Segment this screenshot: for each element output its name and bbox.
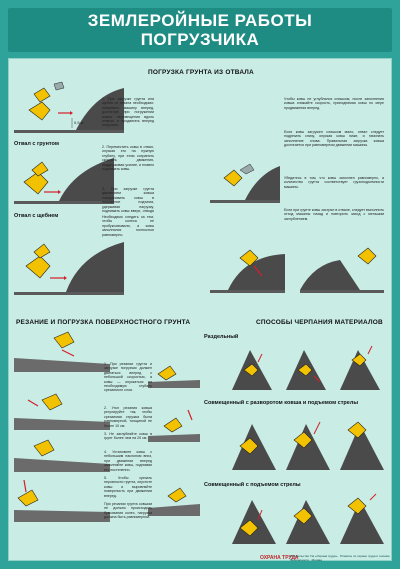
publisher-info: Издательство УЦ «Охрана труда» · Плакаты по охране труда и технике безопасности · Москва [290,555,390,562]
pile-paragraph-6: Если ковш загружен слишком мало, отвал следует подрезать снизу, опуская ковш ниже, и начинать заполнение снова. Правильная загрузка ковша достигается при равномерном движении машины. [284,130,384,148]
arrow-icon [188,410,192,420]
method-combined-lift-label: Совмещенный с подъемом стрелы [204,482,301,488]
poster-header [8,8,392,52]
title-line-2: ПОГРУЗЧИКА [140,30,260,49]
arrow-icon [28,400,38,406]
cutting-step-3 [14,440,110,472]
pile-paragraph-1: 1. При загрузке грунта или щебня из отвала необходимо: направить машину вперед, достигнув при погружении ковша перемещения вдоль отвала, и продвигать вперед погрузчик. [102,97,154,128]
pile-paragraph-5: Чтобы ковш не углублялся слишком, после заполнения ковша снижайте скорость, приподнимая ковш по мере продвижения вперед. [284,97,384,110]
method-separate-frame-2 [286,350,326,390]
arrow-icon [368,346,372,354]
cutting-paragraph-1: 1. При резании грунта и загрузке погрузчик должен двигаться вперед с небольшой скоростью, а ковш — опускаться на необходимую глубину срезаемого слоя. [104,362,152,393]
pile-paragraph-7: Убедитесь в том, что ковш заполнен равномерно, а количество грунта соответствует грузоподъемности машины. [284,176,384,189]
loader-icon [158,366,176,380]
method-separate-illustrations [232,340,388,396]
loader-icon [224,164,254,186]
pile-step-illustration-3 [300,236,384,298]
label-rubble-pile: Отвал с щебнем [14,213,59,219]
method-combined-turn-label: Совмещенный с разворотом ковша и подъемом стрелы [204,400,359,406]
cutting-step-1 [14,332,110,372]
cutting-paragraph-6: При резании грунта ковшом не должно происходить буксования колес, нагрузка должна быть равномерной. [104,502,152,520]
method-combined-lift-frame-1 [232,500,276,544]
dimension-label: 0,5 м [74,120,84,125]
method-combined-lift-illustrations [232,490,388,548]
loader-icon [29,82,64,120]
pile-step-illustration-2 [210,238,285,298]
arrow-icon [24,480,26,492]
rubble-pile-illustration [14,226,124,300]
method-combined-turn-frame-3 [340,422,384,470]
cutting-illustrations [14,330,110,526]
arrow-icon [370,494,376,500]
cutting-side-illustrations [148,340,200,520]
cutting-step-4 [14,480,110,522]
method-combined-lift-frame-3 [340,494,384,544]
title-line-1: ЗЕМЛЕРОЙНЫЕ РАБОТЫ [87,11,313,30]
loader-icon [168,488,186,502]
cutting-paragraph-5: 5. Чтобы срезать неровности грунта, опустите ковш и выровняйте поверхность при движении вперед. [104,476,152,498]
section-pile-title: ПОГРУЗКА ГРУНТА ИЗ ОТВАЛА [148,69,254,76]
pile-paragraph-8: Если при грунте ковш застрял в отвале, следует выполнить отход машины назад и повторить заход с меньшим заглублением. [284,208,384,221]
publisher-logo: ОХРАНА ТРУДА [260,555,299,561]
cutting-step-2 [14,394,110,430]
method-combined-turn-frame-2 [286,422,330,470]
loader-icon [24,162,48,194]
method-separate-frame-1 [232,350,272,390]
arrow-icon [62,350,74,356]
arrow-icon [314,422,320,434]
method-combined-turn-illustrations [232,410,388,476]
method-separate-label: Раздельный [204,334,239,340]
method-separate-frame-3 [340,346,380,390]
cutting-paragraph-4: 4. Установите ковш с небольшим наклоном вниз, при движении вперед заполняйте ковш, поднимая его постепенно. [104,450,152,472]
section-cutting-title: РЕЗАНИЕ И ПОГРУЗКА ПОВЕРХНОСТНОГО ГРУНТА [16,319,191,326]
pile-paragraph-3: 3. При загрузке грунта движением ковша поворачивать ковш в положение подъема, удерживая нагрузку, поднимать ковш вверх, отводя [102,187,154,213]
loader-icon [358,248,376,264]
method-combined-turn-frame-1 [232,424,276,470]
pile-step-illustration-1 [210,152,280,208]
cutting-paragraph-2: 2. Угол резания ковша регулируйте так, чтобы срезаемая стружка была равномерной, толщиной не более 10 см. [104,406,152,428]
loader-icon [26,244,50,278]
pile-shape [66,242,124,292]
cutting-paragraph-3: 3. Не заглубляйте ковш в грунт более чем на 20 см. [104,432,152,441]
loader-icon [164,418,182,432]
pile-paragraph-2: 2. Переместить ковш в отвал, опуская его на нужную глубину, при этом сохранять скорость движения, поддерживая усилие, и плавно поднимать ковш. [102,145,154,172]
section-methods-title: СПОСОБЫ ЧЕРПАНИЯ МАТЕРИАЛОВ [256,319,383,326]
pile-paragraph-4: Необходимо следить за тем, чтобы колеса не пробуксовывали, а ковш заполнялся полностью равномерно. [102,215,154,237]
arrow-icon [258,354,262,362]
ground-pile-illustration [14,152,114,208]
method-combined-lift-frame-2 [286,500,330,544]
label-ground-pile: Отвал с грунтом [14,141,59,147]
